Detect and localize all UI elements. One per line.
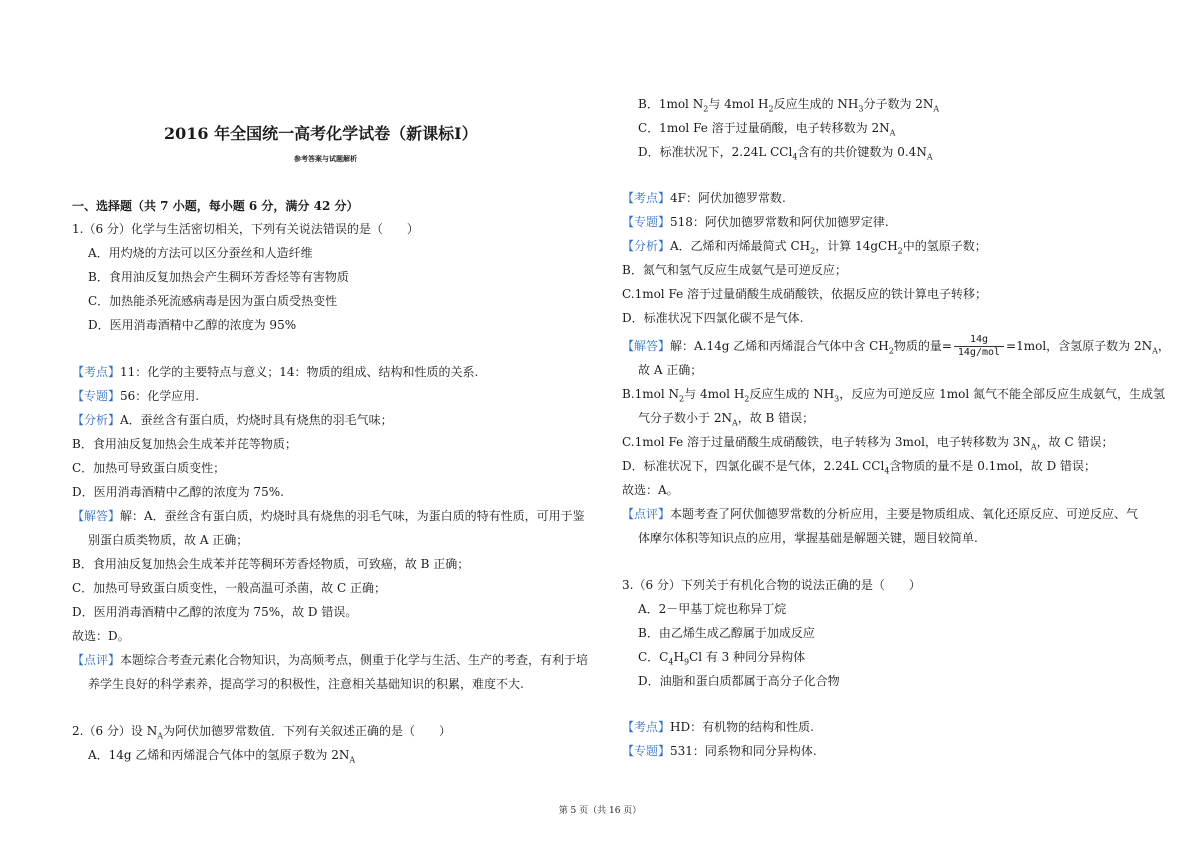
q1-option-a: A．用灼烧的方法可以区分蚕丝和人造纤维 [88, 246, 313, 260]
q2-zhuanti: 【专题】518：阿伏加德罗常数和阿伏加德罗定律. [622, 215, 889, 229]
q1-fenxi: 【分析】A．蚕丝含有蛋白质，灼烧时具有烧焦的羽毛气味； [72, 413, 393, 427]
page-footer: 第 5 页（共 16 页） [558, 806, 642, 816]
q2-jieda-cont: 故 A 正确； [638, 363, 703, 377]
q2-option-c: C．1mol Fe 溶于过量硝酸，电子转移数为 $2N_A$ [638, 121, 896, 138]
q2-jieda: 【解答】解：A.14g 乙烯和丙烯混合气体中含 $CH_2$物质的量= $\frac{14g}{\text{14g/mol}}$ =1mol，含氢原子数为 $2N_A$， [622, 334, 1170, 358]
dianping-tag: 【点评】 [72, 653, 121, 667]
q2-kaodian: 【考点】4F：阿伏加德罗常数. [622, 191, 786, 205]
q2-option-a: A．14g 乙烯和丙烯混合气体中的氢原子数为 $2N_A$ [88, 748, 356, 765]
q2-option-d: D．标准状况下，2.24L CCl$_4$含有的共价键数为 $0.4N_A$ [638, 145, 933, 162]
q2-fenxi-c: C.1mol Fe 溶于过量硝酸生成硝酸铁，依据反应的铁计算电子转移； [622, 287, 988, 301]
section-heading: 一、选择题（共 7 小题，每小题 6 分，满分 42 分） [72, 199, 359, 213]
q2-stem: 2.（6 分）设 $N_A$为阿伏加德罗常数值．下列有关叙述正确的是（ ） [72, 724, 452, 741]
q3-option-c: C．$C_4H_9Cl$ 有 3 种同分异构体 [638, 650, 806, 667]
jieda-tag: 【解答】 [72, 509, 121, 523]
fenxi-tag: 【分析】 [72, 413, 121, 427]
q2-jieda-b-cont: 气分子数小于 $2N_A$，故 B 错误； [638, 411, 815, 428]
q3-zhuanti: 【专题】531：同系物和同分异构体. [622, 744, 817, 758]
q1-option-c: C．加热能杀死流感病毒是因为蛋白质受热变性 [88, 294, 338, 308]
q1-stem: 1.（6 分）化学与生活密切相关，下列有关说法错误的是（ ） [72, 222, 419, 236]
q2-dianping: 【点评】本题考查了阿伏伽德罗常数的分析应用，主要是物质组成、氧化还原反应、可逆反应、气 [622, 507, 1139, 521]
q1-kaodian: 【考点】11：化学的主要特点与意义；14：物质的组成、结构和性质的关系. [72, 365, 479, 379]
q2-jieda-d: D．标准状况下，四氯化碳不是气体，2.24L CCl$_4$含物质的量不是 0.1mol，故 D 错误； [622, 459, 1097, 476]
q1-jieda: 【解答】解：A．蚕丝含有蛋白质，灼烧时具有烧焦的羽毛气味，为蛋白质的特有性质，可用于鉴 [72, 509, 585, 523]
q1-dianping: 【点评】本题综合考查元素化合物知识，为高频考点，侧重于化学与生活、生产的考查，有利于培 [72, 653, 589, 667]
q1-jieda-d: D．医用消毒酒精中乙醇的浓度为 75%，故 D 错误。 [72, 605, 358, 619]
q3-option-b: B．由乙烯生成乙醇属于加成反应 [638, 626, 815, 640]
q2-jieda-c: C.1mol Fe 溶于过量硝酸生成硝酸铁，电子转移为 3mol，电子转移数为 $3N_A$，故 C 错误； [622, 435, 1114, 452]
q1-zhuanti: 【专题】56：化学应用. [72, 389, 200, 403]
q2-option-b: B．1mol $N_2$与 4mol $H_2$反应生成的 $NH_3$分子数为 $2N_A$ [638, 97, 940, 114]
q1-dianping-cont: 养学生良好的科学素养，提高学习的积极性，注意相关基础知识的积累，难度不大. [88, 677, 524, 691]
kaodian-tag: 【考点】 [72, 365, 121, 379]
q1-jieda-cont: 别蛋白质类物质，故 A 正确； [88, 533, 249, 547]
q1-fenxi-c: C．加热可导致蛋白质变性； [72, 461, 226, 475]
q1-option-d: D．医用消毒酒精中乙醇的浓度为 95% [88, 318, 297, 332]
fraction: $\frac{14g}{\text{14g/mol}}$ [954, 334, 1004, 359]
q3-option-a: A．2－甲基丁烷也称异丁烷 [638, 602, 787, 616]
q2-jieda-b: B.1mol $N_2$与 4mol $H_2$反应生成的 $NH_3$，反应为可逆反应 1mol 氮气不能全部反应生成氨气，生成氢 [622, 387, 1165, 404]
q3-option-d: D．油脂和蛋白质都属于高分子化合物 [638, 674, 840, 688]
q2-fenxi: 【分析】A．乙烯和丙烯最简式 $CH_2$，计算 14gCH$_2$中的氢原子数； [622, 239, 987, 256]
zhuanti-tag: 【专题】 [72, 389, 121, 403]
q3-stem: 3.（6 分）下列关于有机化合物的说法正确的是（ ） [622, 578, 921, 592]
page-title: 2016 年全国统一高考化学试卷（新课标Ⅰ） [164, 124, 478, 143]
q2-fenxi-d: D．标准状况下四氯化碳不是气体. [622, 311, 804, 325]
q1-fenxi-d: D．医用消毒酒精中乙醇的浓度为 75%. [72, 485, 284, 499]
q1-answer: 故选：D。 [72, 629, 130, 643]
q1-option-b: B．食用油反复加热会产生稠环芳香烃等有害物质 [88, 270, 349, 284]
q2-dianping-cont: 体摩尔体积等知识点的应用，掌握基础是解题关键，题目较简单. [638, 531, 978, 545]
q2-fenxi-b: B．氮气和氢气反应生成氨气是可逆反应； [622, 263, 847, 277]
page-subtitle: 参考答案与试题解析 [294, 154, 357, 163]
q1-jieda-b: B．食用油反复加热会生成苯并芘等稠环芳香烃物质，可致癌，故 B 正确； [72, 557, 470, 571]
q1-jieda-c: C．加热可导致蛋白质变性，一般高温可杀菌，故 C 正确； [72, 581, 386, 595]
q2-answer: 故选：A。 [622, 483, 679, 497]
q3-kaodian: 【考点】HD：有机物的结构和性质. [622, 720, 814, 734]
q1-fenxi-b: B．食用油反复加热会生成苯并芘等物质； [72, 437, 297, 451]
